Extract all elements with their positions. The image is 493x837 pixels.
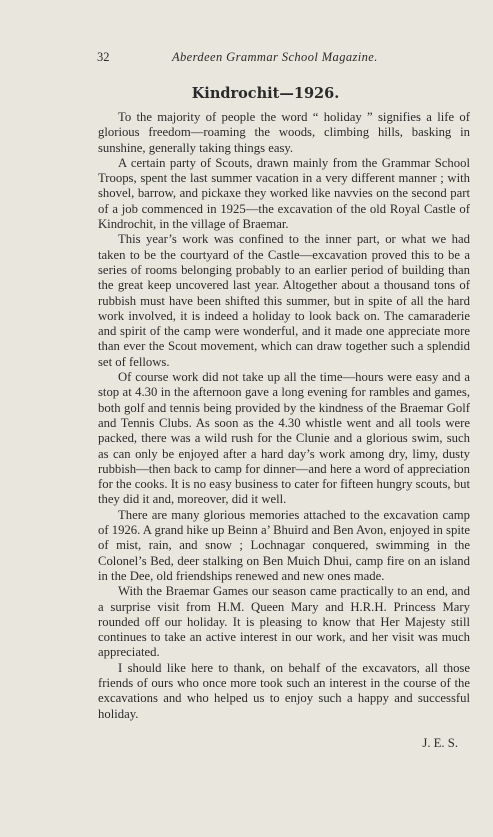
author-signature: J. E. S.	[422, 736, 458, 750]
paragraph: This year’s work was confined to the inner part, or what we had taken to be the courtyard of the Castle—excavation proved this to be a series of rooms belonging probably to an earlier period of building than the great keep uncovered last year. Altogether about a thousand tons of rubbish must have been shifted this summer, but in spite of all the hard work involved, it is indeed a holiday to look back on. The camaraderie and spirit of the camp were wonderful, and it made one appreciate more than ever the Scout movement, which can draw together such a splendid set of fellows.	[98, 232, 470, 369]
paragraph: With the Braemar Games our season came practically to an end, and a surprise visit from H.M. Queen Mary and H.R.H. Princess Mary rounded off our holiday. It is pleasing to know that Her Majesty still continues to take an active interest in our work, and her visit was much appreciated.	[98, 584, 470, 660]
paragraph: A certain party of Scouts, drawn mainly from the Grammar School Troops, spent the last summer vacation in a very different manner ; with shovel, barrow, and pickaxe they worked like navvies on the second part of a job commenced in 1925—the excavation of the old Royal Castle of Kindrochit, in the village of Braemar.	[98, 155, 470, 232]
page-number: 32	[97, 50, 110, 64]
paragraph: Of course work did not take up all the time—hours were easy and a stop at 4.30 in the afternoon gave a long evening for rambles and games, both golf and tennis being provided by the kindness of the Braemar Golf and Tennis Clubs. As soon as the 4.30 whistle went and all tools were packed, there was a wild rush for the Clunie and a glorious swim, such as can only be enjoyed after a hard day’s work among dry, limy, dusty rubbish—then back to camp for dinner—and here a word of appreciation for the cooks. It is no easy business to cater for fifteen hungry scouts, but they did it and, moreover, did it well.	[98, 370, 470, 507]
article-title: Kindrochit—1926.	[191, 85, 340, 102]
running-header	[97, 47, 397, 67]
article-body	[98, 110, 470, 722]
paragraph: To the majority of people the word “ holiday ” signifies a life of glorious freedom—roaming the woods, climbing hills, basking in sunshine, generally taking things easy.	[98, 110, 470, 155]
paragraph: I should like here to thank, on behalf of the excavators, all those friends of ours who once more took such an interest in the course of the excavations and who helped us to enjoy such a happy and successful holiday.	[98, 660, 470, 721]
paragraph: There are many glorious memories attached to the excavation camp of 1926. A grand hike up Beinn a’ Bhuird and Ben Avon, enjoyed in spite of mist, rain, and snow ; Lochnagar conquered, swimming in the Colonel’s Bed, deer stalking on Ben Muich Dhui, camp fire on an island in the Dee, old friendships renewed and new ones made.	[98, 507, 470, 583]
journal-title: Aberdeen Grammar School Magazine.	[172, 50, 378, 64]
